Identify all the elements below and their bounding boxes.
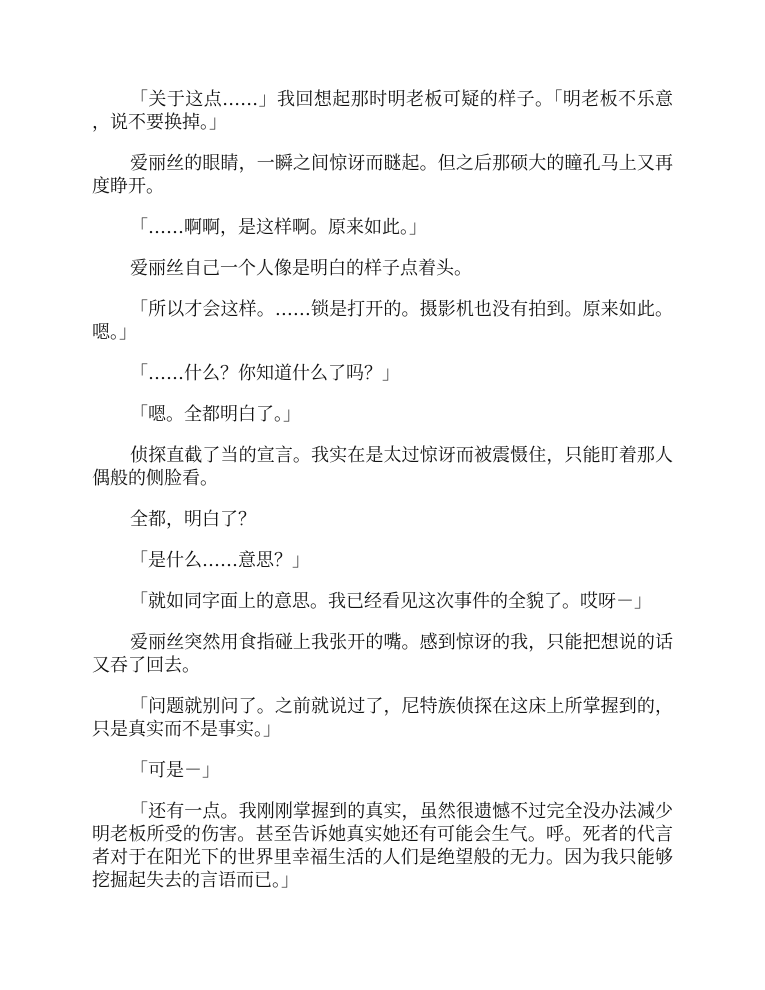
paragraph: 「是什么……意思？」 xyxy=(130,550,310,571)
paragraph: 「问题就别问了。之前就说过了，尼特族侦探在这床上所掌握到的，只是真实而不是事实。」 xyxy=(92,696,673,740)
paragraph: 「……什么？你知道什么了吗？」 xyxy=(130,363,400,384)
paragraph: 「可是－」 xyxy=(130,760,220,781)
paragraph: 「……啊啊，是这样啊。原来如此。」 xyxy=(130,217,427,238)
paragraph: 「所以才会这样。……锁是打开的。摄影机也没有拍到。原来如此。嗯。」 xyxy=(92,299,673,343)
paragraph: 爱丽丝的眼睛，一瞬之间惊讶而瞇起。但之后那硕大的瞳孔马上又再度睁开。 xyxy=(92,153,673,197)
paragraph: 「嗯。全都明白了。」 xyxy=(130,404,301,425)
paragraph: 侦探直截了当的宣言。我实在是太过惊讶而被震慑住，只能盯着那人偶般的侧脸看。 xyxy=(92,445,673,489)
paragraph: 「关于这点……」我回想起那时明老板可疑的样子。「明老板不乐意，说不要换掉。」 xyxy=(92,89,673,133)
paragraph: 爱丽丝突然用食指碰上我张开的嘴。感到惊讶的我，只能把想说的话又吞了回去。 xyxy=(92,632,673,676)
paragraph: 「就如同字面上的意思。我已经看见这次事件的全貌了。哎呀－」 xyxy=(130,591,652,612)
paragraph: 爱丽丝自己一个人像是明白的样子点着头。 xyxy=(130,258,472,279)
paragraph: 全都，明白了？ xyxy=(130,509,256,530)
paragraph: 「还有一点。我刚刚掌握到的真实，虽然很遗憾不过完全没办法减少明老板所受的伤害。甚至告诉她真实她还有可能会生气。呼。死者的代言者对于在阳光下的世界里幸福生活的人们是绝望般的无力。因为我只能够挖掘起失去的言语而已。」 xyxy=(92,801,673,891)
